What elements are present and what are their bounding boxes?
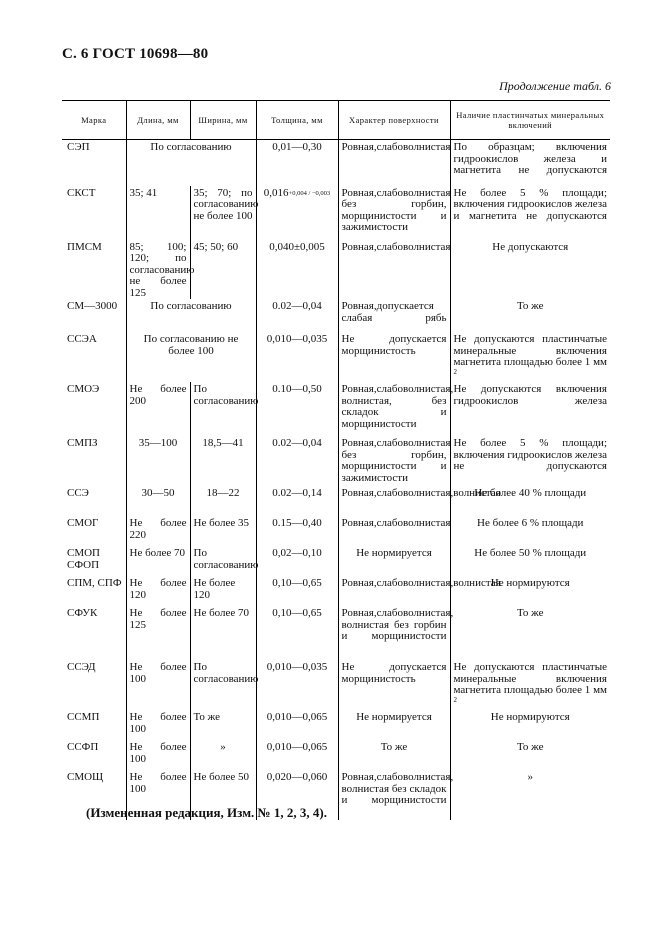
- col-header-surface: Характер поверхности: [338, 101, 450, 140]
- cell-width: Не более 50: [190, 770, 256, 820]
- cell-surface: Ровная,слабоволнистая: [338, 516, 450, 546]
- cell-inclusions: Не более 5 % площади; включения гидроокислов железа и магнетита не допускаются: [450, 186, 610, 240]
- table-row: [62, 740, 610, 770]
- table-row: [62, 332, 610, 382]
- inclusions-superscript: 2: [453, 367, 457, 376]
- cell-mark: ПМСМ: [67, 240, 102, 253]
- cell-mark: СМОЩ: [67, 771, 104, 783]
- cell-surface: Ровная,допускается слабая рябь: [338, 299, 450, 332]
- cell-surface: Ровная,слабоволнистая, волнистая без горбин и морщинистости: [338, 606, 450, 660]
- cell-surface: Ровная,слабоволнистая: [338, 240, 450, 300]
- table-row: [62, 486, 610, 516]
- cell-surface: Не допускается морщинистость: [338, 332, 450, 382]
- table-row: [62, 382, 610, 436]
- cell-length: Не более 100: [126, 660, 190, 710]
- inclusions-text: Не допускаются пластинчатые минеральные включения магнетита площадью более 1 мм: [453, 661, 607, 696]
- cell-length: 35; 41: [126, 186, 190, 240]
- cell-thickness: 0,040±0,005: [256, 240, 338, 300]
- cell-mark: ССФП: [67, 741, 99, 753]
- col-header-length: Длина, мм: [126, 101, 190, 140]
- table-row: [62, 576, 610, 606]
- cell-surface: Ровная,слабоволнистая,волнистая: [338, 486, 450, 516]
- cell-inclusions: Не более 5 % площади; включения гидроокислов железа не допускаются: [450, 436, 610, 486]
- cell-width: По согласованию: [190, 546, 256, 576]
- cell-width: Не более 70: [190, 606, 256, 660]
- cell-inclusions: То же: [450, 299, 610, 332]
- cell-length: Не более 70: [126, 546, 190, 576]
- col-header-width: Ширина, мм: [190, 101, 256, 140]
- table-header-row: [62, 101, 610, 140]
- cell-mark: СЭП: [67, 141, 90, 153]
- cell-mark: СКСТ: [67, 186, 96, 199]
- cell-thickness: 0,01—0,30: [256, 140, 338, 186]
- table-row: [62, 140, 610, 186]
- cell-thickness: 0,010—0,065: [256, 710, 338, 740]
- cell-width: 18—22: [190, 486, 256, 516]
- revision-footnote: (Измененная редакция, Изм. № 1, 2, 3, 4).: [86, 805, 327, 820]
- cell-thickness: 0.10—0,50: [256, 382, 338, 436]
- cell-surface: Ровная,слабоволнистая: [338, 140, 450, 186]
- cell-thickness: [256, 186, 338, 240]
- cell-inclusions: То же: [450, 740, 610, 770]
- cell-surface: Не нормируется: [338, 710, 450, 740]
- table-row: [62, 186, 610, 240]
- cell-surface: Ровная,слабоволнистая без горбин, морщинистости и зажимистости: [338, 436, 450, 486]
- cell-inclusions: [450, 332, 610, 382]
- cell-surface: Ровная,слабоволнистая, волнистая, без складок и морщинистости: [338, 382, 450, 436]
- table-row: [62, 660, 610, 710]
- cell-thickness: 0.15—0,40: [256, 516, 338, 546]
- cell-inclusions: Не допускаются: [450, 240, 610, 300]
- cell-inclusions: Не нормируются: [450, 710, 610, 740]
- cell-inclusions: »: [450, 770, 610, 820]
- cell-length: Не более 200: [126, 382, 190, 436]
- cell-surface: Ровная,слабоволнистая,волнистая: [338, 576, 450, 606]
- cell-length: Не более 120: [126, 576, 190, 606]
- cell-inclusions: Не более 40 % площади: [450, 486, 610, 516]
- cell-thickness: 0,10—0,65: [256, 576, 338, 606]
- cell-inclusions: [450, 660, 610, 710]
- table-row: [62, 710, 610, 740]
- cell-length: Не более 100: [126, 770, 190, 820]
- table-row: [62, 606, 610, 660]
- cell-width: По согласованию: [190, 382, 256, 436]
- cell-thickness: 0,010—0,065: [256, 740, 338, 770]
- cell-width: »: [190, 740, 256, 770]
- table-row: [62, 299, 610, 332]
- cell-surface: Не нормируется: [338, 546, 450, 576]
- cell-mark: ССЭА: [67, 333, 97, 345]
- cell-inclusions: Не допускаются включения гидроокислов железа: [450, 382, 610, 436]
- table-row: [62, 436, 610, 486]
- cell-mark: ССЭ: [67, 487, 89, 499]
- cell-thickness: 0,02—0,10: [256, 546, 338, 576]
- cell-inclusions: По образцам; включения гидроокислов железа и магнетита не допускаются: [450, 140, 610, 186]
- inclusions-text: Не допускаются пластинчатые минеральные включения магнетита площадью более 1 мм: [453, 333, 607, 368]
- cell-length: Не более 220: [126, 516, 190, 546]
- cell-surface: Ровная,слабоволнистая без горбин, морщинистости и зажимистости: [338, 186, 450, 240]
- table-row: [62, 516, 610, 546]
- cell-length: По согласованию не более 100: [126, 332, 256, 382]
- cell-mark: СМОЭ: [67, 383, 100, 395]
- cell-mark: СМ—3000: [67, 300, 118, 312]
- cell-thickness: 0,010—0,035: [256, 332, 338, 382]
- cell-width: 18,5—41: [190, 436, 256, 486]
- cell-inclusions: Не нормируются: [450, 576, 610, 606]
- thickness-value: 0,016: [263, 186, 289, 199]
- col-header-inclusions: Наличие пластинчатых минеральных включений: [450, 101, 610, 140]
- cell-length: Не более 100: [126, 740, 190, 770]
- cell-length: Не более 125: [126, 606, 190, 660]
- cell-length: Не более 100: [126, 710, 190, 740]
- cell-surface: То же: [338, 740, 450, 770]
- cell-thickness: 0,020—0,060: [256, 770, 338, 820]
- cell-width: Не более 120: [190, 576, 256, 606]
- cell-mark: СМПЗ: [67, 437, 98, 449]
- table-continuation-label: Продолжение табл. 6: [499, 79, 611, 93]
- cell-mark: СПМ, СПФ: [67, 577, 122, 589]
- cell-mark: СФУК: [67, 607, 98, 619]
- cell-inclusions: Не более 50 % площади: [450, 546, 610, 576]
- cell-width: 35; 70; по согласованию не более 100: [190, 186, 256, 240]
- cell-thickness: 0.02—0,14: [256, 486, 338, 516]
- cell-thickness: 0.02—0,04: [256, 436, 338, 486]
- cell-width: 45; 50; 60: [190, 240, 256, 300]
- cell-inclusions: Не более 6 % площади: [450, 516, 610, 546]
- cell-surface: Не допускается морщинистость: [338, 660, 450, 710]
- thickness-tolerance: +0,004 / −0,003: [288, 189, 331, 197]
- inclusions-superscript: 2: [453, 695, 457, 704]
- cell-length: 35—100: [126, 436, 190, 486]
- col-header-thickness: Толщина, мм: [256, 101, 338, 140]
- cell-mark: ССЭД: [67, 661, 96, 673]
- cell-thickness: 0,10—0,65: [256, 606, 338, 660]
- cell-width: То же: [190, 710, 256, 740]
- cell-length: 85; 100; 120; по согласованию не более 125: [126, 240, 190, 300]
- specs-table: [62, 100, 610, 820]
- page-header: С. 6 ГОСТ 10698—80: [62, 46, 209, 62]
- cell-thickness: 0,010—0,035: [256, 660, 338, 710]
- cell-mark: СМОП СФОП: [67, 547, 101, 571]
- cell-width: По согласованию: [190, 660, 256, 710]
- cell-width: Не более 35: [190, 516, 256, 546]
- table-row: [62, 240, 610, 300]
- cell-mark: ССМП: [67, 711, 100, 723]
- cell-length: По согласованию: [126, 299, 256, 332]
- col-header-mark: Марка: [62, 101, 126, 140]
- table-row: [62, 546, 610, 576]
- cell-surface: Ровная,слабоволнистая, волнистая без складок и морщинистости: [338, 770, 450, 820]
- cell-length: По согласованию: [126, 140, 256, 186]
- cell-length: 30—50: [126, 486, 190, 516]
- cell-thickness: 0.02—0,04: [256, 299, 338, 332]
- cell-inclusions: То же: [450, 606, 610, 660]
- cell-mark: СМОГ: [67, 517, 99, 529]
